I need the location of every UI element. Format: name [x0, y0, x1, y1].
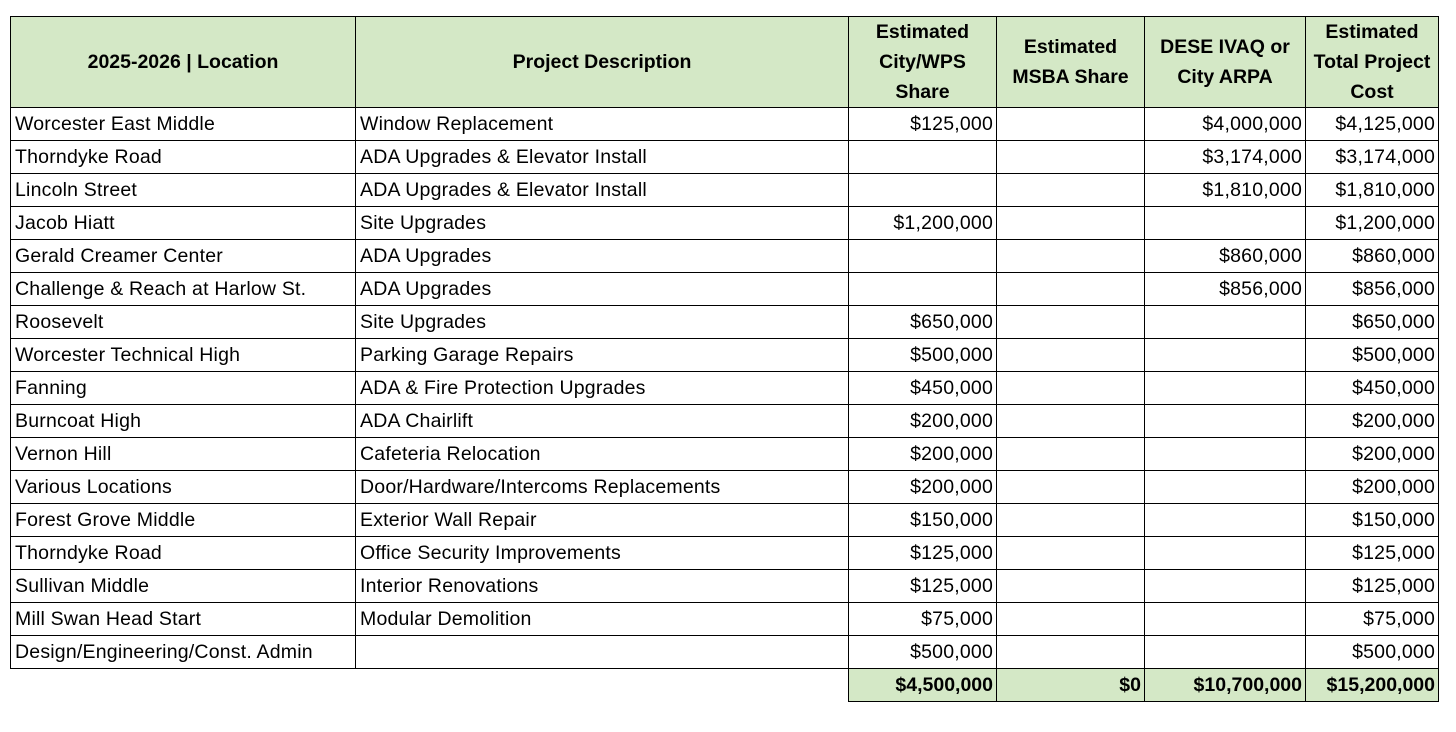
- cell-location: Jacob Hiatt: [11, 207, 356, 240]
- cell-location: Thorndyke Road: [11, 141, 356, 174]
- cell-city-share: $1,200,000: [849, 207, 997, 240]
- header-dese: DESE IVAQ or City ARPA: [1145, 17, 1306, 108]
- cell-city-share: $125,000: [849, 537, 997, 570]
- cell-description: Cafeteria Relocation: [356, 438, 849, 471]
- total-city-share: $4,500,000: [849, 669, 997, 702]
- table-row: [11, 570, 1439, 603]
- cell-total: $856,000: [1306, 273, 1439, 306]
- cell-description: ADA Chairlift: [356, 405, 849, 438]
- cell-msba-share: [997, 504, 1145, 537]
- cell-dese: $3,174,000: [1145, 141, 1306, 174]
- cell-description: ADA Upgrades: [356, 273, 849, 306]
- cell-description: Site Upgrades: [356, 207, 849, 240]
- cell-description: Modular Demolition: [356, 603, 849, 636]
- cell-msba-share: [997, 306, 1145, 339]
- table-row: [11, 471, 1439, 504]
- cell-total: $75,000: [1306, 603, 1439, 636]
- cell-total: $860,000: [1306, 240, 1439, 273]
- table-row: [11, 339, 1439, 372]
- cell-total: $3,174,000: [1306, 141, 1439, 174]
- cell-city-share: $500,000: [849, 636, 997, 669]
- cell-city-share: $200,000: [849, 405, 997, 438]
- cell-msba-share: [997, 273, 1145, 306]
- cell-msba-share: [997, 438, 1145, 471]
- cell-total: $650,000: [1306, 306, 1439, 339]
- cell-msba-share: [997, 372, 1145, 405]
- table-row: [11, 405, 1439, 438]
- cell-dese: [1145, 570, 1306, 603]
- table-row: [11, 306, 1439, 339]
- cell-dese: [1145, 339, 1306, 372]
- cell-msba-share: [997, 240, 1145, 273]
- cell-dese: [1145, 306, 1306, 339]
- cell-dese: $856,000: [1145, 273, 1306, 306]
- cell-dese: [1145, 372, 1306, 405]
- cell-description: Window Replacement: [356, 108, 849, 141]
- cell-description: Interior Renovations: [356, 570, 849, 603]
- cell-description: ADA & Fire Protection Upgrades: [356, 372, 849, 405]
- cell-location: Fanning: [11, 372, 356, 405]
- cell-city-share: $125,000: [849, 570, 997, 603]
- cell-msba-share: [997, 174, 1145, 207]
- cell-city-share: $125,000: [849, 108, 997, 141]
- cell-description: Office Security Improvements: [356, 537, 849, 570]
- cell-msba-share: [997, 141, 1145, 174]
- cell-total: $200,000: [1306, 405, 1439, 438]
- cell-msba-share: [997, 471, 1145, 504]
- cell-city-share: $650,000: [849, 306, 997, 339]
- table-row: [11, 240, 1439, 273]
- cell-city-share: [849, 174, 997, 207]
- totals-row: [11, 669, 1439, 702]
- table-row: [11, 603, 1439, 636]
- capital-projects-table: [10, 16, 1439, 702]
- cell-total: $125,000: [1306, 537, 1439, 570]
- cell-city-share: $75,000: [849, 603, 997, 636]
- cell-total: $200,000: [1306, 471, 1439, 504]
- cell-msba-share: [997, 636, 1145, 669]
- cell-total: $150,000: [1306, 504, 1439, 537]
- table-row: [11, 207, 1439, 240]
- cell-description: Site Upgrades: [356, 306, 849, 339]
- cell-description: ADA Upgrades: [356, 240, 849, 273]
- table-row: [11, 273, 1439, 306]
- cell-dese: [1145, 471, 1306, 504]
- header-msba-share: Estimated MSBA Share: [997, 17, 1145, 108]
- cell-location: Sullivan Middle: [11, 570, 356, 603]
- cell-location: Mill Swan Head Start: [11, 603, 356, 636]
- cell-dese: [1145, 636, 1306, 669]
- cell-total: $500,000: [1306, 636, 1439, 669]
- cell-city-share: [849, 141, 997, 174]
- cell-location: Various Locations: [11, 471, 356, 504]
- cell-dese: [1145, 603, 1306, 636]
- header-description: Project Description: [356, 17, 849, 108]
- cell-dese: [1145, 504, 1306, 537]
- header-total: Estimated Total Project Cost: [1306, 17, 1439, 108]
- cell-msba-share: [997, 108, 1145, 141]
- cell-description: ADA Upgrades & Elevator Install: [356, 174, 849, 207]
- cell-total: $1,810,000: [1306, 174, 1439, 207]
- cell-total: $500,000: [1306, 339, 1439, 372]
- cell-msba-share: [997, 537, 1145, 570]
- cell-city-share: $450,000: [849, 372, 997, 405]
- total-dese: $10,700,000: [1145, 669, 1306, 702]
- table-row: [11, 636, 1439, 669]
- cell-location: Thorndyke Road: [11, 537, 356, 570]
- cell-location: Design/Engineering/Const. Admin: [11, 636, 356, 669]
- total-project-cost: $15,200,000: [1306, 669, 1439, 702]
- cell-dese: $1,810,000: [1145, 174, 1306, 207]
- cell-dese: $4,000,000: [1145, 108, 1306, 141]
- cell-dese: [1145, 438, 1306, 471]
- cell-description: Parking Garage Repairs: [356, 339, 849, 372]
- table-row: [11, 372, 1439, 405]
- cell-city-share: [849, 240, 997, 273]
- cell-location: Vernon Hill: [11, 438, 356, 471]
- cell-location: Worcester Technical High: [11, 339, 356, 372]
- cell-location: Lincoln Street: [11, 174, 356, 207]
- table-row: [11, 108, 1439, 141]
- cell-city-share: $150,000: [849, 504, 997, 537]
- header-location: 2025-2026 | Location: [11, 17, 356, 108]
- cell-description: ADA Upgrades & Elevator Install: [356, 141, 849, 174]
- cell-dese: [1145, 537, 1306, 570]
- cell-location: Gerald Creamer Center: [11, 240, 356, 273]
- cell-city-share: $200,000: [849, 471, 997, 504]
- table-row: [11, 141, 1439, 174]
- totals-spacer: [356, 669, 849, 702]
- cell-msba-share: [997, 207, 1145, 240]
- header-row: [11, 17, 1439, 108]
- cell-msba-share: [997, 405, 1145, 438]
- table-row: [11, 438, 1439, 471]
- cell-dese: [1145, 405, 1306, 438]
- cell-location: Roosevelt: [11, 306, 356, 339]
- cell-city-share: [849, 273, 997, 306]
- cell-msba-share: [997, 603, 1145, 636]
- cell-location: Worcester East Middle: [11, 108, 356, 141]
- totals-spacer: [11, 669, 356, 702]
- cell-location: Forest Grove Middle: [11, 504, 356, 537]
- cell-location: Challenge & Reach at Harlow St.: [11, 273, 356, 306]
- cell-total: $200,000: [1306, 438, 1439, 471]
- cell-msba-share: [997, 339, 1145, 372]
- table-row: [11, 504, 1439, 537]
- cell-description: Door/Hardware/Intercoms Replacements: [356, 471, 849, 504]
- cell-description: Exterior Wall Repair: [356, 504, 849, 537]
- cell-total: $125,000: [1306, 570, 1439, 603]
- cell-total: $450,000: [1306, 372, 1439, 405]
- cell-total: $4,125,000: [1306, 108, 1439, 141]
- cell-location: Burncoat High: [11, 405, 356, 438]
- cell-city-share: $500,000: [849, 339, 997, 372]
- cell-dese: [1145, 207, 1306, 240]
- cell-description: [356, 636, 849, 669]
- cell-msba-share: [997, 570, 1145, 603]
- header-city-share: Estimated City/WPS Share: [849, 17, 997, 108]
- table-row: [11, 174, 1439, 207]
- cell-total: $1,200,000: [1306, 207, 1439, 240]
- total-msba-share: $0: [997, 669, 1145, 702]
- cell-city-share: $200,000: [849, 438, 997, 471]
- table-row: [11, 537, 1439, 570]
- cell-dese: $860,000: [1145, 240, 1306, 273]
